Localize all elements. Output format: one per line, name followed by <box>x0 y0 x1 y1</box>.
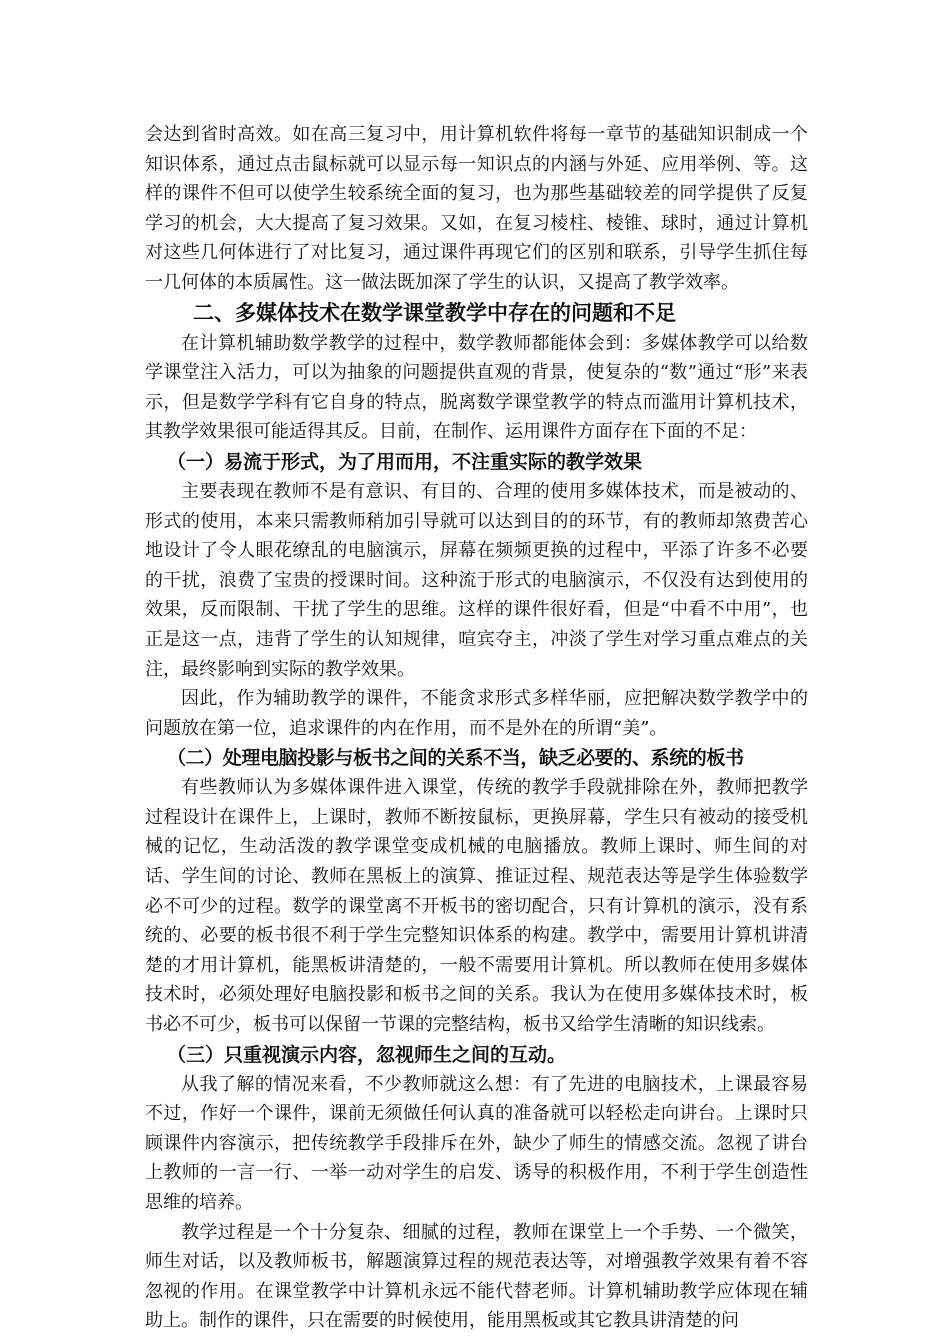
subsection-1-paragraph-1: 主要表现在教师不是有意识、有目的、合理的使用多媒体技术，而是被动的、形式的使用，本来只需教师稍加引导就可以达到目的的环节，有的教师却煞费苦心地设计了令人眼花缭乱的电脑演示，屏幕在频频更换的过程中，平添了许多不必要的干扰，浪费了宝贵的授课时间。这种流于形式的电脑演示，不仅没有达到使用的效果，反而限制、干扰了学生的思维。这样的课件很好看，但是“中看不中用”，也正是这一点，违背了学生的认知规律，喧宾夺主，冲淡了学生对学习重点难点的关注，最终影响到实际的教学效果。 <box>145 480 808 680</box>
section-2-paragraph: 在计算机辅助数学教学的过程中，数学教师都能体会到：多媒体教学可以给数学课堂注入活力，可以为抽象的问题提供直观的背景，使复杂的“数”通过“形”来表示，但是数学学科有它自身的特点，脱离数学课堂教学的特点而滥用计算机技术，其教学效果很可能适得其反。目前，在制作、运用课件方面存在下面的不足： <box>145 332 808 443</box>
subsection-3-paragraph-2: 教学过程是一个十分复杂、细腻的过程，教师在课堂上一个手势、一个微笑，师生对话，以及教师板书，解题演算过程的规范表达等，对增强教学效果有着不容忽视的作用。在课堂教学中计算机永远不能代替老师。计算机辅助教学应体现在辅助上。制作的课件，只在需要的时候使用，能用黑板或其它教具讲清楚的问 <box>145 1221 808 1332</box>
subsection-heading-1: （一）易流于形式，为了用而用，不注重实际的教学效果 <box>167 450 643 473</box>
subsection-2-paragraph: 有些教师认为多媒体课件进入课堂，传统的教学手段就排除在外，教师把教学过程设计在课件上，上课时，教师不断按鼠标，更换屏幕，学生只有被动的接受机械的记忆，生动活泼的教学课堂变成机械的电脑播放。教师上课时、师生间的对话、学生间的讨论、教师在黑板上的演算、推证过程、规范表达等是学生体验数学必不可少的过程。数学的课堂离不开板书的密切配合，只有计算机的演示，没有系统的、必要的板书很不利于学生完整知识体系的构建。教学中，需要用计算机讲清楚的才用计算机，能黑板讲清楚的，一般不需要用计算机。所以教师在使用多媒体技术时，必须处理好电脑投影和板书之间的关系。我认为在使用多媒体技术时，板书必不可少，板书可以保留一节课的完整结构，板书又给学生清晰的知识线索。 <box>145 777 808 1036</box>
subsection-3-paragraph-1: 从我了解的情况来看，不少教师就这么想：有了先进的电脑技术，上课最容易不过，作好一个课件，课前无须做任何认真的准备就可以轻松走向讲台。上课时只顾课件内容演示，把传统教学手段排斥在外，缺少了师生的情感交流。忽视了讲台上教师的一言一行、一举一动对学生的启发、诱导的积极作用，不利于学生创造性思维的培养。 <box>145 1073 808 1213</box>
document-page <box>145 120 808 1336</box>
subsection-1-paragraph-2: 因此，作为辅助教学的课件，不能贪求形式多样华丽，应把解决数学教学中的问题放在第一位，追求课件的内在作用，而不是外在的所谓“美”。 <box>145 688 808 739</box>
subsection-heading-3: （三）只重视演示内容，忽视师生之间的互动。 <box>167 1043 567 1066</box>
section-heading-2: 二、多媒体技术在数学课堂教学中存在的问题和不足 <box>193 300 676 325</box>
subsection-heading-2: （二）处理电脑投影与板书之间的关系不当，缺乏必要的、系统的板书 <box>167 747 744 770</box>
intro-paragraph: 会达到省时高效。如在高三复习中，用计算机软件将每一章节的基础知识制成一个知识体系，通过点击鼠标就可以显示每一知识点的内涵与外延、应用举例、等。这样的课件不但可以使学生较系统全面的复习，也为那些基础较差的同学提供了反复学习的机会，大大提高了复习效果。又如，在复习棱柱、棱锥、球时，通过计算机对这些几何体进行了对比复习，通过课件再现它们的区别和联系，引导学生抓住每一几何体的本质属性。这一做法既加深了学生的认识，又提高了教学效率。 <box>145 124 808 293</box>
